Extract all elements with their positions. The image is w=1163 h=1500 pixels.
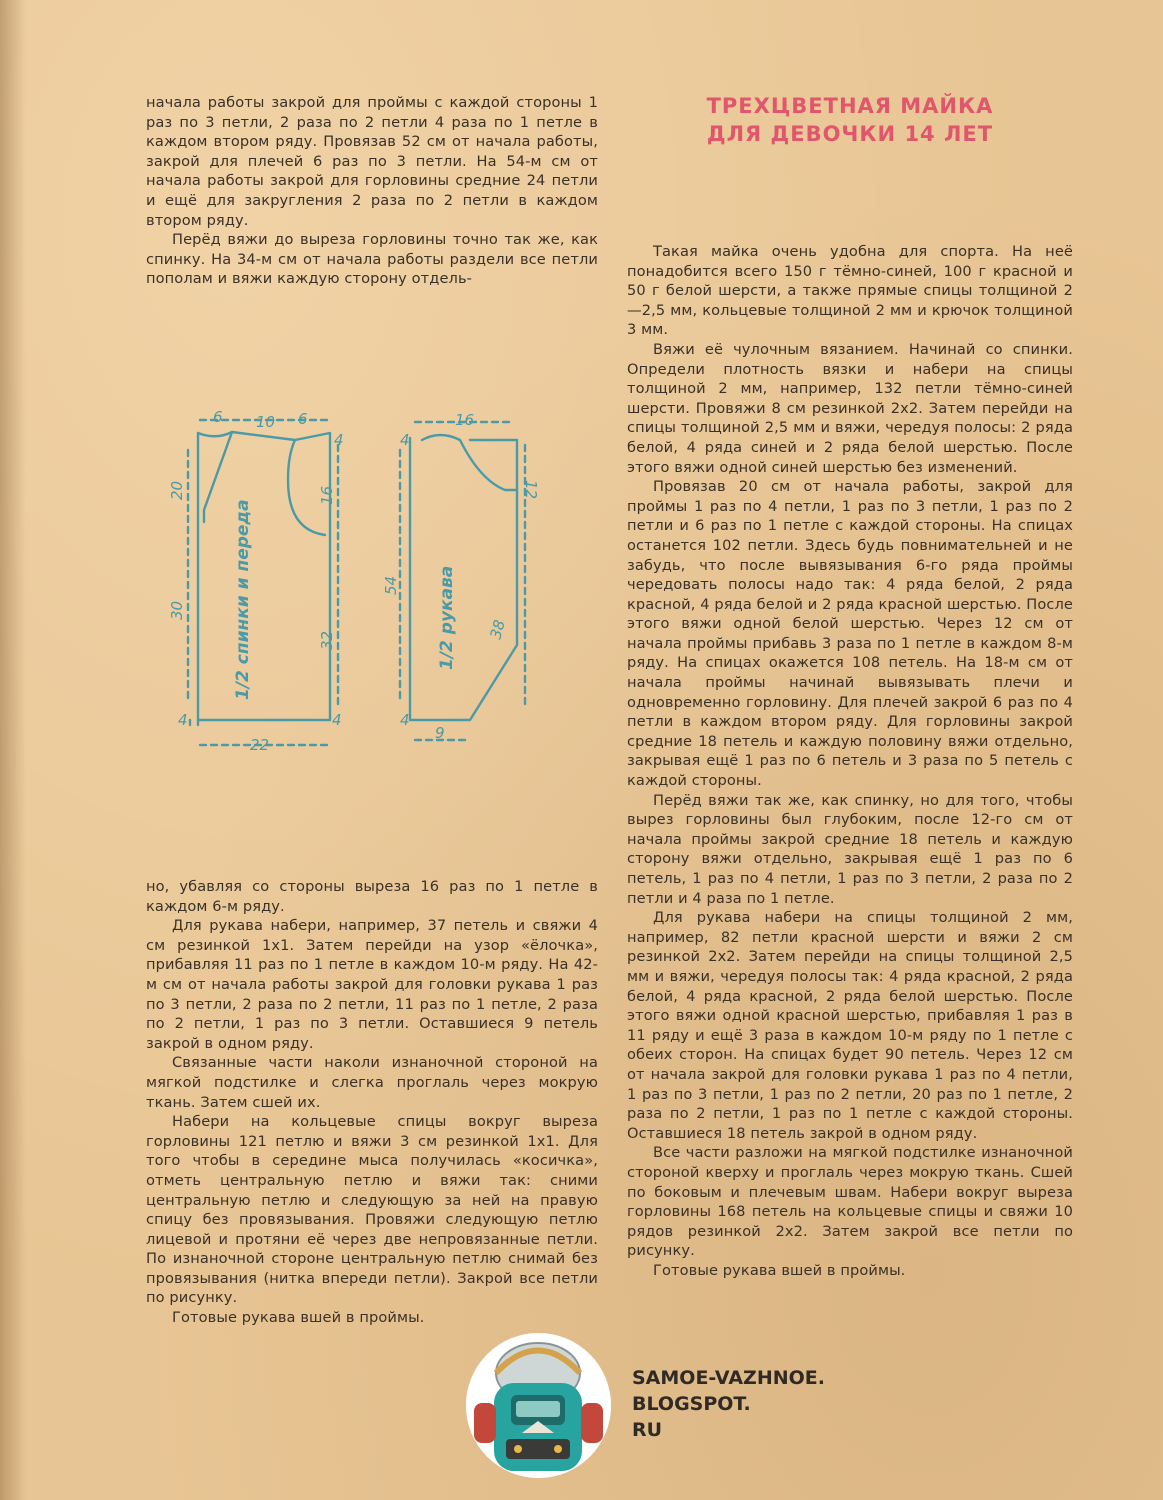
dim-sleeve-left: 54 [382,575,400,595]
paragraph: начала работы закрой для проймы с каждой стороны 1 раз по 3 петли, 2 раза по 2 петли 4 раза по 1 петле в каждом втором ряду. Провязав 52 см от начала работы, закрой для плечей 6 раз по 3 петли. На 54-м см от начала работы закрой для горловины средние 24 петли и ещё для закругления 2 раза по 2 петли в каждом втором ряду. [146,94,598,229]
paragraph: Все части разложи на мягкой подстилке изнаночной стороной кверху и проглаль через мокрую ткань. Сшей по боковым и плечевым швам. Набери вокруг выреза горловины 168 петель на кольцевые спицы и свяжи 10 рядов резинкой 2x2. Затем закрой все петли по рисунку. [627,1144,1073,1260]
paragraph: Перёд вяжи так же, как спинку, но для того, чтобы вырез горловины был глубоким, после 12-го см от начала проймы закрой средние 18 петель и каждую сторону вяжи отдельно, закрывая ещё 1 раз по 6 петель, 1 раз по 4 петли, 1 раз по 3 петли, 2 раза по 2 петли и 4 раза по 1 петле. [627,791,1073,907]
dim-body-right-upper: 16 [318,485,336,505]
paragraph: Готовые рукава вшей в проймы. [172,1309,425,1327]
dim-sleeve-corner-bottom: 4 [400,711,410,729]
article-title [655,92,1045,148]
paragraph: Для рукава набери, например, 37 петель и свяжи 4 см резинкой 1x1. Затем перейди на узор «ёлочка», прибавляя 11 раз по 1 петле в каждом 10-м ряду. На 42-м см от начала работы закрой для головки рукава 1 раз по 3 петли, 2 раза по 2 петли, 11 раз по 1 петле, 2 раза по 2 петли, 1 раз по 3 петли. Оставшиеся 9 петель закрой в одном ряду. [146,917,598,1052]
dim-sleeve-right-lower: 38 [486,617,509,642]
title-line-2: ДЛЯ ДЕВОЧКИ 14 ЛЕТ [706,122,994,146]
paragraph: Вяжи её чулочным вязанием. Начинай со спинки. Определи плотность вязки и набери на спицы толщиной 2 мм, например, 132 петли тёмно-синей шерсти. Провяжи 8 см резинкой 2x2. Затем перейди на спицы толщиной 2,5 мм и вяжи, чередуя полосы: 2 ряда белой, 4 ряда синей и 2 ряда белой шерстью. После этого вяжи одной синей шерстью без изменений. [627,340,1073,476]
sleeve-outline [410,438,517,720]
page-fold-shadow [0,0,26,1500]
paragraph: Готовые рукава вшей в проймы. [653,1261,906,1279]
dim-sleeve-corner-top: 4 [400,431,410,449]
paragraph: Для рукава набери на спицы толщиной 2 мм, например, 82 петли красной шерсти и вяжи 2 см резинкой 2x2. Затем перейди на спицы толщиной 2,5 мм и вяжи, чередуя полосы так: 4 ряда красной, 2 ряда белой, 4 ряда красной, 2 ряда белой шерстью. После этого вяжи одной красной шерстью, прибавляя 1 раз в 11 ряду и ещё 3 раза в каждом 10-м ряду по 1 петле с обеих сторон. На спицах будет 90 петель. Через 12 см от начала закрой для головки рукава 1 раз по 4 петли, 1 раз по 3 петли, 1 раз по 2 петли, 20 раз по 1 петле, 2 раза по 2 петли, 1 раз по 1 петле с каждой стороны. Оставшиеся 18 петель закрой в одном ряду. [627,909,1073,1142]
watermark-line-2: BLOGSPOT. [632,1393,751,1415]
paragraph: Набери на кольцевые спицы вокруг выреза горловины 121 петлю и вяжи 3 см резинкой 1x1. Для того чтобы в середине мыса получилась «косичка», отметь центральную петлю и вяжи так: сними центральную петлю и следующую за ней на правую спицу без провязывания. Провяжи следующую петлю лицевой и протяни её через две непровязанные петли. По изнаночной стороне центральную петлю снимай без провязывания (нитка впереди петли). Закрой все петли по рисунку. [146,1113,598,1307]
dim-body-top-right: 6 [298,410,308,428]
sleeve-cap [422,435,517,490]
blog-watermark [632,1365,825,1443]
knitting-pattern-diagram [160,400,560,760]
title-line-1: ТРЕХЦВЕТНАЯ МАЙКА [706,94,994,118]
dim-body-bottom: 22 [250,736,270,754]
dim-sleeve-right-upper: 12 [522,480,540,500]
paragraph: Такая майка очень удобна для спорта. На неё понадобится всего 150 г тёмно-синей, 100 г красной и 50 г белой шерсти, а также прямые спицы толщиной 2—2,5 мм, кольцевые толщиной 2 мм и крючок толщиной 3 мм. [627,243,1073,339]
dim-body-right-lower: 32 [318,630,336,650]
dim-body-left-lower: 30 [168,600,186,620]
left-column-bottom [146,877,598,1328]
robot-toy-logo [466,1333,611,1478]
paragraph: Провязав 20 см от начала работы, закрой для проймы 1 раз по 4 петли, 1 раз по 3 петли, 1 раз по 2 петли и 6 раз по 1 петле с каждой стороны. На спицах останется 102 петли. Здесь будь повнимательней и не забудь, что после вывязывания 6-го ряда проймы чередовать полосы надо так: 4 ряда белой, 2 ряда красной, 4 ряда белой и 2 ряда красной шерстью. После этого вяжи одной белой шерстью. Через 12 см от начала проймы прибавь 3 раза по 1 петле в каждом 8-м ряду. На спицах окажется 108 петель. На 18-м см от начала проймы начинай вывязывать плечи и одновременно горловину. Для плечей закрой 6 раз по 4 петли в каждом втором ряду. Для горловины закрой средние 18 петель и каждую половину вяжи отдельно, закрывая ещё 1 раз по 6 петель и 3 раза по 5 петель с каждой стороны. [627,478,1073,790]
dim-body-corner-bottom-left: 4 [178,711,188,729]
sleeve-piece-label: 1/2 рукава [437,565,457,670]
dim-body-corner-bottom-right: 4 [332,711,342,729]
body-outline [198,433,330,720]
watermark-line-3: RU [632,1419,663,1441]
paragraph: Перёд вяжи до выреза горловины точно так же, как спинку. На 34-м см от начала работы раздели все петли пополам и вяжи каждую сторону отдель- [146,231,598,288]
watermark-line-1: SAMOE-VAZHNOE. [632,1367,825,1389]
body-dimensions [168,408,344,754]
dim-sleeve-bottom: 9 [435,724,445,742]
dim-body-top-mid: 10 [256,413,276,431]
body-piece-label: 1/2 спинки и переда [233,499,253,700]
paragraph: но, убавляя со стороны выреза 16 раз по 1 петле в каждом 6-м ряду. [146,878,598,915]
right-column [627,242,1073,1280]
dim-sleeve-top: 16 [455,411,475,429]
dim-body-top-left: 6 [213,408,223,426]
paragraph: Связанные части наколи изнаночной стороной на мягкой подстилке и слегка проглаль через мокрую ткань. Затем сшей их. [146,1054,598,1111]
pattern-labels [233,499,457,700]
dim-body-corner-top: 4 [334,431,344,449]
left-column-top [146,93,598,289]
dim-body-left-upper: 20 [168,480,186,500]
